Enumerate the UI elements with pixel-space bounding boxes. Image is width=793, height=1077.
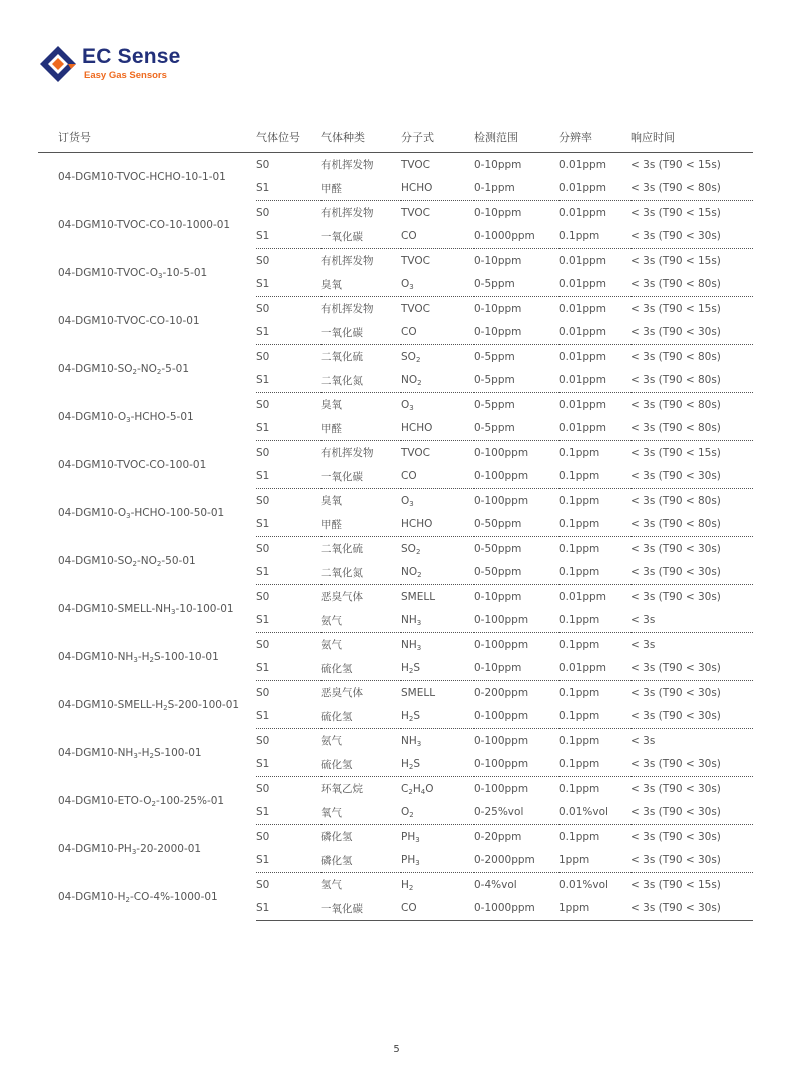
gas-cell: 有机挥发物 [321, 255, 374, 268]
gas-cell: 甲醛 [321, 417, 401, 441]
header-gas-type: 气体种类 [321, 122, 401, 153]
range-cell: 0-1000ppm [474, 225, 559, 249]
header-response-time: 响应时间 [631, 122, 753, 153]
table-row [38, 729, 753, 753]
range-cell: 0-100ppm [474, 782, 529, 795]
formula-cell: $H_2S$ [401, 657, 474, 681]
order-number-cell: $04-DGM10-NH_3-H_2S-100-10-01$ [58, 650, 219, 664]
resp-cell: < 3s (T90 < 15s) [631, 254, 721, 267]
res-cell: 0.01ppm [559, 254, 606, 267]
resp-cell: < 3s [631, 638, 656, 651]
formula-cell: HCHO [401, 417, 474, 441]
pos-cell: S0 [256, 638, 270, 651]
range-cell: 0-100ppm [474, 705, 559, 729]
formula-cell: $H_2S$ [401, 705, 474, 729]
range-cell: 0-5ppm [474, 369, 559, 393]
pos-cell: S1 [256, 177, 321, 201]
res-cell: 0.1ppm [559, 561, 631, 585]
pos-cell: S1 [256, 273, 321, 297]
res-cell: 0.01ppm [559, 273, 631, 297]
table-row [38, 585, 753, 609]
formula-cell: $O_3$ [401, 494, 414, 508]
formula-cell: $PH_3$ [401, 849, 474, 873]
formula-cell: $O_3$ [401, 398, 414, 412]
header-range: 检测范围 [474, 122, 559, 153]
formula-cell: $H_2$ [401, 878, 414, 892]
pos-cell: S0 [256, 158, 270, 171]
resp-cell: < 3s (T90 < 15s) [631, 446, 721, 459]
resp-cell: < 3s (T90 < 30s) [631, 830, 721, 843]
formula-cell: $SO_2$ [401, 350, 421, 364]
gas-cell: 一氧化碳 [321, 897, 401, 921]
formula-cell: $C_2H_4O$ [401, 782, 434, 796]
gas-cell: 一氧化碳 [321, 321, 401, 345]
gas-cell: 有机挥发物 [321, 207, 374, 220]
res-cell: 1ppm [559, 849, 631, 873]
pos-cell: S1 [256, 609, 321, 633]
pos-cell: S0 [256, 398, 270, 411]
order-number-cell: $04-DGM10-TVOC-O_3-10-5-01$ [58, 266, 208, 280]
gas-cell: 硫化氢 [321, 657, 401, 681]
resp-cell: < 3s (T90 < 30s) [631, 465, 753, 489]
res-cell: 0.1ppm [559, 830, 600, 843]
header-gas-position: 气体位号 [256, 122, 321, 153]
header-order-number: 订货号 [38, 122, 256, 153]
pos-cell: S0 [256, 254, 270, 267]
resp-cell: < 3s (T90 < 30s) [631, 561, 753, 585]
gas-cell: 一氧化碳 [321, 225, 401, 249]
gas-cell: 磷化氢 [321, 849, 401, 873]
res-cell: 0.01ppm [559, 158, 606, 171]
res-cell: 0.1ppm [559, 542, 600, 555]
order-number-cell: 04-DGM10-TVOC-CO-100-01 [58, 458, 207, 471]
resp-cell: < 3s (T90 < 30s) [631, 657, 753, 681]
order-number-cell: 04-DGM10-TVOC-CO-10-1000-01 [58, 218, 231, 231]
resp-cell: < 3s (T90 < 15s) [631, 878, 721, 891]
res-cell: 0.01ppm [559, 590, 606, 603]
gas-cell: 二氧化硫 [321, 543, 363, 556]
formula-cell: $NO_2$ [401, 561, 474, 585]
gas-cell: 有机挥发物 [321, 159, 374, 172]
range-cell: 0-25%vol [474, 801, 559, 825]
pos-cell: S1 [256, 417, 321, 441]
pos-cell: S1 [256, 513, 321, 537]
gas-cell: 甲醛 [321, 177, 401, 201]
pos-cell: S0 [256, 494, 270, 507]
range-cell: 0-1000ppm [474, 897, 559, 921]
table-row [38, 201, 753, 225]
res-cell: 0.1ppm [559, 465, 631, 489]
table-body [38, 153, 753, 921]
pos-cell: S1 [256, 561, 321, 585]
gas-cell: 臭氧 [321, 495, 342, 508]
resp-cell: < 3s (T90 < 80s) [631, 177, 753, 201]
resp-cell: < 3s (T90 < 30s) [631, 321, 753, 345]
formula-cell: $NH_3$ [401, 609, 474, 633]
table-row [38, 249, 753, 273]
formula-cell: CO [401, 465, 474, 489]
range-cell: 0-100ppm [474, 638, 529, 651]
table-row [38, 345, 753, 369]
resp-cell: < 3s (T90 < 80s) [631, 350, 721, 363]
resp-cell: < 3s (T90 < 80s) [631, 273, 753, 297]
range-cell: 0-20ppm [474, 830, 522, 843]
pos-cell: S0 [256, 206, 270, 219]
resp-cell: < 3s (T90 < 30s) [631, 801, 753, 825]
brand-tagline: Easy Gas Sensors [84, 70, 167, 81]
pos-cell: S0 [256, 542, 270, 555]
res-cell: 1ppm [559, 897, 631, 921]
order-number-cell: $04-DGM10-SO_2-NO_2-5-01$ [58, 362, 189, 376]
formula-cell: $O_2$ [401, 801, 474, 825]
table-row [38, 489, 753, 513]
resp-cell: < 3s (T90 < 30s) [631, 542, 721, 555]
gas-cell: 氨气 [321, 609, 401, 633]
order-number-cell: $04-DGM10-ETO-O_2-100-25\%-01$ [58, 794, 225, 808]
order-number-cell: 04-DGM10-TVOC-CO-10-01 [58, 314, 200, 327]
resp-cell: < 3s [631, 609, 753, 633]
res-cell: 0.01ppm [559, 417, 631, 441]
formula-cell: $NO_2$ [401, 369, 474, 393]
formula-cell: HCHO [401, 513, 474, 537]
range-cell: 0-1ppm [474, 177, 559, 201]
table-row [38, 873, 753, 897]
resp-cell: < 3s (T90 < 15s) [631, 158, 721, 171]
resp-cell: < 3s [631, 734, 656, 747]
pos-cell: S1 [256, 321, 321, 345]
gas-cell: 氧气 [321, 801, 401, 825]
res-cell: 0.01ppm [559, 657, 631, 681]
formula-cell: TVOC [401, 254, 431, 267]
range-cell: 0-10ppm [474, 302, 522, 315]
resp-cell: < 3s (T90 < 30s) [631, 753, 753, 777]
range-cell: 0-50ppm [474, 513, 559, 537]
pos-cell: S1 [256, 225, 321, 249]
gas-cell: 甲醛 [321, 513, 401, 537]
gas-cell: 二氧化氮 [321, 561, 401, 585]
res-cell: 0.1ppm [559, 686, 600, 699]
pos-cell: S0 [256, 590, 270, 603]
diamond-logo-icon [38, 44, 80, 84]
range-cell: 0-10ppm [474, 158, 522, 171]
order-number-cell: $04-DGM10-SMELL-H_2S-200-100-01$ [58, 698, 240, 712]
table-row [38, 297, 753, 321]
gas-cell: 有机挥发物 [321, 447, 374, 460]
res-cell: 0.1ppm [559, 782, 600, 795]
range-cell: 0-100ppm [474, 753, 559, 777]
res-cell: 0.01ppm [559, 302, 606, 315]
formula-cell: $SO_2$ [401, 542, 421, 556]
pos-cell: S1 [256, 369, 321, 393]
res-cell: 0.1ppm [559, 494, 600, 507]
res-cell: 0.01ppm [559, 206, 606, 219]
pos-cell: S1 [256, 753, 321, 777]
gas-cell: 磷化氢 [321, 831, 353, 844]
resp-cell: < 3s (T90 < 30s) [631, 686, 721, 699]
table-row [38, 441, 753, 465]
resp-cell: < 3s (T90 < 80s) [631, 513, 753, 537]
res-cell: 0.01ppm [559, 398, 606, 411]
pos-cell: S0 [256, 782, 270, 795]
res-cell: 0.1ppm [559, 705, 631, 729]
resp-cell: < 3s (T90 < 80s) [631, 494, 721, 507]
formula-cell: CO [401, 897, 474, 921]
formula-cell: TVOC [401, 206, 431, 219]
res-cell: 0.01ppm [559, 350, 606, 363]
range-cell: 0-5ppm [474, 350, 515, 363]
gas-cell: 恶臭气体 [321, 687, 363, 700]
pos-cell: S1 [256, 801, 321, 825]
formula-cell: TVOC [401, 302, 431, 315]
range-cell: 0-10ppm [474, 657, 559, 681]
formula-cell: SMELL [401, 686, 436, 699]
resp-cell: < 3s (T90 < 15s) [631, 302, 721, 315]
formula-cell: $PH_3$ [401, 830, 420, 844]
gas-cell: 二氧化氮 [321, 369, 401, 393]
pos-cell: S0 [256, 446, 270, 459]
range-cell: 0-5ppm [474, 417, 559, 441]
gas-cell: 硫化氢 [321, 705, 401, 729]
res-cell: 0.1ppm [559, 753, 631, 777]
gas-cell: 氨气 [321, 639, 342, 652]
table-row [38, 681, 753, 705]
pos-cell: S1 [256, 705, 321, 729]
res-cell: 0.1ppm [559, 225, 631, 249]
order-number-cell: $04-DGM10-H_2-CO-4\%-1000-01$ [58, 890, 218, 904]
gas-cell: 有机挥发物 [321, 303, 374, 316]
gas-cell: 臭氧 [321, 399, 342, 412]
gas-cell: 氨气 [321, 735, 342, 748]
res-cell: 0.1ppm [559, 609, 631, 633]
gas-cell: 恶臭气体 [321, 591, 363, 604]
range-cell: 0-50ppm [474, 542, 522, 555]
range-cell: 0-10ppm [474, 590, 522, 603]
resp-cell: < 3s (T90 < 30s) [631, 897, 753, 921]
page-number: 5 [393, 1044, 400, 1055]
formula-cell: TVOC [401, 158, 431, 171]
gas-cell: 氢气 [321, 879, 342, 892]
pos-cell: S1 [256, 465, 321, 489]
order-number-cell: 04-DGM10-TVOC-HCHO-10-1-01 [58, 170, 226, 183]
formula-cell: $NH_3$ [401, 734, 422, 748]
res-cell: 0.1ppm [559, 638, 600, 651]
range-cell: 0-2000ppm [474, 849, 559, 873]
pos-cell: S1 [256, 849, 321, 873]
resp-cell: < 3s (T90 < 30s) [631, 590, 721, 603]
resp-cell: < 3s (T90 < 30s) [631, 225, 753, 249]
header-formula: 分子式 [401, 122, 474, 153]
resp-cell: < 3s (T90 < 80s) [631, 369, 753, 393]
table-header-row [38, 122, 753, 153]
resp-cell: < 3s (T90 < 30s) [631, 782, 721, 795]
range-cell: 0-100ppm [474, 494, 529, 507]
ec-sense-logo [38, 44, 208, 86]
pos-cell: S0 [256, 878, 270, 891]
gas-cell: 硫化氢 [321, 753, 401, 777]
gas-cell: 二氧化硫 [321, 351, 363, 364]
table-row [38, 153, 753, 177]
range-cell: 0-5ppm [474, 273, 559, 297]
table-row [38, 825, 753, 849]
gas-cell: 臭氧 [321, 273, 401, 297]
order-number-cell: $04-DGM10-O_3-HCHO-100-50-01$ [58, 506, 225, 520]
order-number-cell: $04-DGM10-SO_2-NO_2-50-01$ [58, 554, 196, 568]
brand-name: EC Sense [82, 45, 181, 68]
res-cell: 0.01ppm [559, 321, 631, 345]
resp-cell: < 3s (T90 < 80s) [631, 417, 753, 441]
res-cell: 0.1ppm [559, 513, 631, 537]
res-cell: 0.01ppm [559, 177, 631, 201]
pos-cell: S0 [256, 350, 270, 363]
formula-cell: TVOC [401, 446, 431, 459]
range-cell: 0-5ppm [474, 398, 515, 411]
pos-cell: S0 [256, 734, 270, 747]
range-cell: 0-200ppm [474, 686, 529, 699]
res-cell: 0.1ppm [559, 734, 600, 747]
table-row [38, 393, 753, 417]
product-spec-table [38, 122, 753, 921]
range-cell: 0-10ppm [474, 321, 559, 345]
formula-cell: $H_2S$ [401, 753, 474, 777]
range-cell: 0-50ppm [474, 561, 559, 585]
range-cell: 0-100ppm [474, 609, 559, 633]
formula-cell: HCHO [401, 177, 474, 201]
res-cell: 0.1ppm [559, 446, 600, 459]
resp-cell: < 3s (T90 < 80s) [631, 398, 721, 411]
range-cell: 0-10ppm [474, 206, 522, 219]
res-cell: 0.01ppm [559, 369, 631, 393]
pos-cell: S1 [256, 897, 321, 921]
range-cell: 0-100ppm [474, 465, 559, 489]
formula-cell: CO [401, 225, 474, 249]
res-cell: 0.01%vol [559, 801, 631, 825]
order-number-cell: $04-DGM10-NH_3-H_2S-100-01$ [58, 746, 202, 760]
order-number-cell: $04-DGM10-SMELL-NH_3-10-100-01$ [58, 602, 234, 616]
pos-cell: S0 [256, 302, 270, 315]
header-resolution: 分辨率 [559, 122, 631, 153]
range-cell: 0-4%vol [474, 878, 517, 891]
range-cell: 0-100ppm [474, 446, 529, 459]
table-row [38, 537, 753, 561]
range-cell: 0-10ppm [474, 254, 522, 267]
resp-cell: < 3s (T90 < 15s) [631, 206, 721, 219]
formula-cell: $NH_3$ [401, 638, 422, 652]
resp-cell: < 3s (T90 < 30s) [631, 849, 753, 873]
formula-cell: SMELL [401, 590, 436, 603]
pos-cell: S0 [256, 830, 270, 843]
resp-cell: < 3s (T90 < 30s) [631, 705, 753, 729]
gas-cell: 环氧乙烷 [321, 783, 363, 796]
order-number-cell: $04-DGM10-PH_3-20-2000-01$ [58, 842, 202, 856]
res-cell: 0.01%vol [559, 878, 608, 891]
table-row [38, 777, 753, 801]
gas-cell: 一氧化碳 [321, 465, 401, 489]
pos-cell: S1 [256, 657, 321, 681]
range-cell: 0-100ppm [474, 734, 529, 747]
order-number-cell: $04-DGM10-O_3-HCHO-5-01$ [58, 410, 194, 424]
formula-cell: $O_3$ [401, 273, 474, 297]
pos-cell: S0 [256, 686, 270, 699]
table-row [38, 633, 753, 657]
formula-cell: CO [401, 321, 474, 345]
